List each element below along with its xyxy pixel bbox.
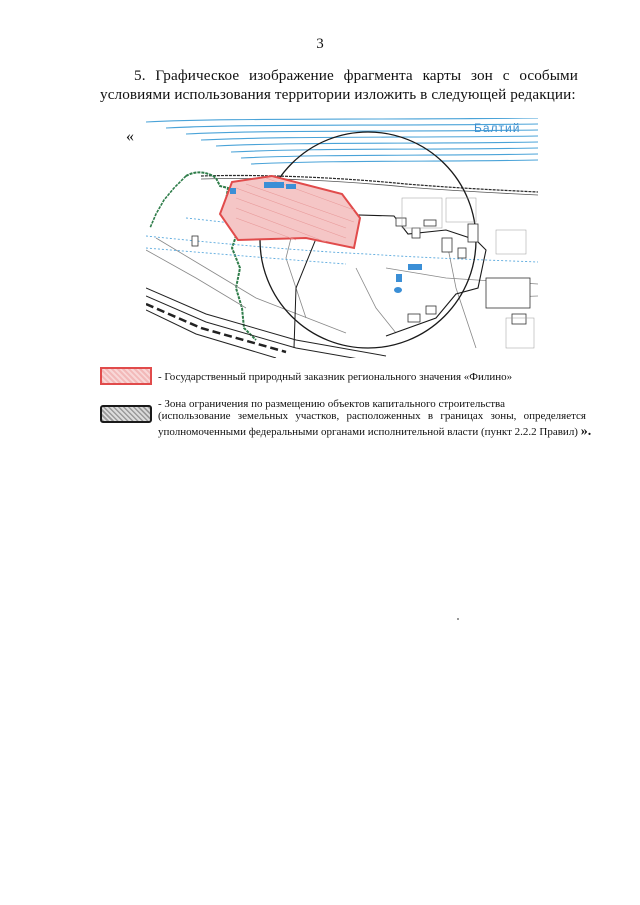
stray-mark (457, 618, 459, 620)
legend-reserve-swatch (100, 367, 152, 385)
amendment-paragraph: 5. Графическое изображение фрагмента карты зон с особыми условиями использования территории изложить в следующей редакции: (100, 67, 578, 103)
legend-zone-text-3-row (158, 425, 591, 439)
close-quote: ». (580, 424, 592, 439)
open-quote: « (126, 128, 134, 145)
zone-map (146, 118, 538, 358)
legend-reserve-text: - Государственный природный заказник регионального значения «Филино» (158, 371, 513, 383)
legend-zone-text-2: (использование земельных участков, расположенных в границах зоны, определяется (158, 410, 586, 422)
sea-label: Балтий (474, 121, 521, 135)
legend-zone-text-1: - Зона ограничения по размещению объектов капитального строительства (158, 398, 505, 410)
legend-zone-text-3: уполномоченными федеральными органами исполнительной власти (пункт 2.2.2 Правил) (158, 426, 578, 438)
page-number: 3 (316, 36, 324, 52)
legend-zone-swatch (100, 405, 152, 423)
